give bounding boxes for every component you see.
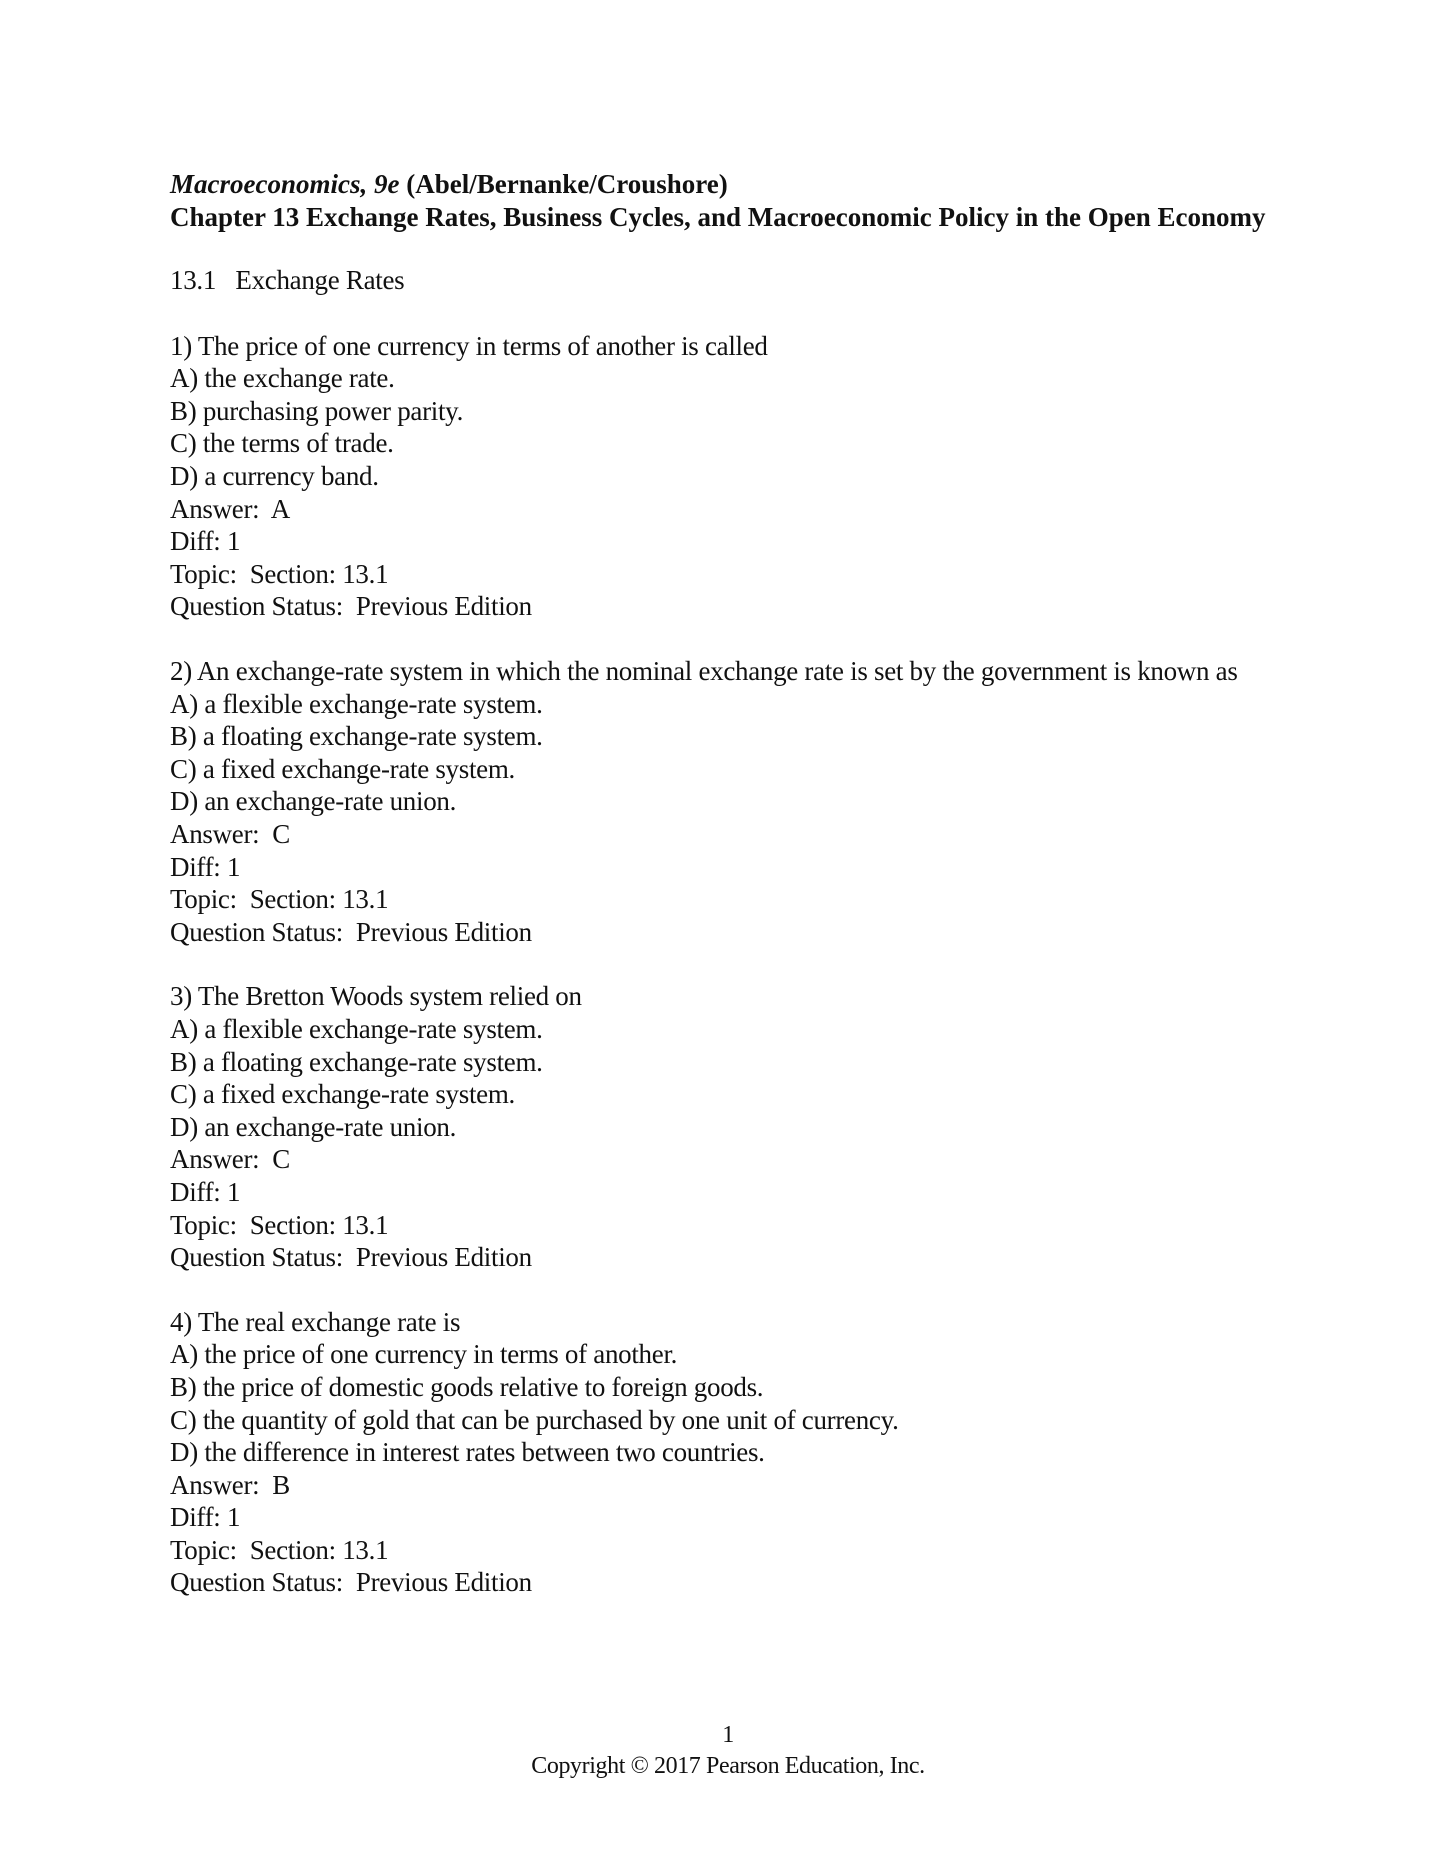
answer-key: Answer: A [170,493,290,524]
question-status: Question Status: Previous Edition [170,916,532,947]
answer-option: A) the exchange rate. [170,363,395,394]
question-status: Question Status: Previous Edition [170,591,532,622]
answer-option: B) purchasing power parity. [170,395,464,426]
question-list [170,330,1290,1599]
question-item [170,330,1290,623]
question-item [170,655,1290,948]
question-stem: 2) An exchange-rate system in which the nominal exchange rate is set by the government is known as [170,656,1238,687]
difficulty: Diff: 1 [170,1176,241,1207]
document-page [170,168,1290,1631]
answer-option: A) a flexible exchange-rate system. [170,688,543,719]
difficulty: Diff: 1 [170,851,241,882]
question-item [170,980,1290,1273]
page-number: 1 [722,1722,734,1748]
question-stem: 1) The price of one currency in terms of another is called [170,330,768,361]
topic: Topic: Section: 13.1 [170,884,389,915]
answer-option: D) the difference in interest rates between two countries. [170,1437,765,1468]
answer-key: Answer: B [170,1469,290,1500]
answer-option: D) a currency band. [170,461,379,492]
book-authors: (Abel/Bernanke/Croushore) [399,169,728,199]
answer-option: C) a fixed exchange-rate system. [170,753,515,784]
answer-option: B) a floating exchange-rate system. [170,721,543,752]
answer-option: B) the price of domestic goods relative to foreign goods. [170,1371,764,1402]
copyright-notice: Copyright © 2017 Pearson Education, Inc. [531,1753,925,1779]
topic: Topic: Section: 13.1 [170,558,389,589]
answer-option: C) a fixed exchange-rate system. [170,1079,515,1110]
question-status: Question Status: Previous Edition [170,1242,532,1273]
topic: Topic: Section: 13.1 [170,1209,389,1240]
book-citation [170,168,1290,201]
topic: Topic: Section: 13.1 [170,1534,389,1565]
chapter-title: Chapter 13 Exchange Rates, Business Cycles, and Macroeconomic Policy in the Open Economy [170,201,1266,232]
book-title: Macroeconomics, 9e [170,169,400,199]
answer-option: A) the price of one currency in terms of another. [170,1339,678,1370]
difficulty: Diff: 1 [170,1502,241,1533]
answer-key: Answer: C [170,819,290,849]
question-item [170,1306,1290,1599]
answer-option: A) a flexible exchange-rate system. [170,1013,543,1044]
answer-option: C) the quantity of gold that can be purchased by one unit of currency. [170,1404,899,1435]
section-heading: 13.1 Exchange Rates [170,265,405,296]
question-stem: 3) The Bretton Woods system relied on [170,981,582,1012]
answer-option: B) a floating exchange-rate system. [170,1046,543,1077]
question-status: Question Status: Previous Edition [170,1567,532,1598]
difficulty: Diff: 1 [170,526,241,557]
question-stem: 4) The real exchange rate is [170,1306,461,1337]
answer-option: D) an exchange-rate union. [170,786,457,817]
answer-option: C) the terms of trade. [170,428,394,459]
answer-option: D) an exchange-rate union. [170,1111,457,1142]
page-footer [0,1720,1456,1782]
answer-key: Answer: C [170,1144,290,1175]
